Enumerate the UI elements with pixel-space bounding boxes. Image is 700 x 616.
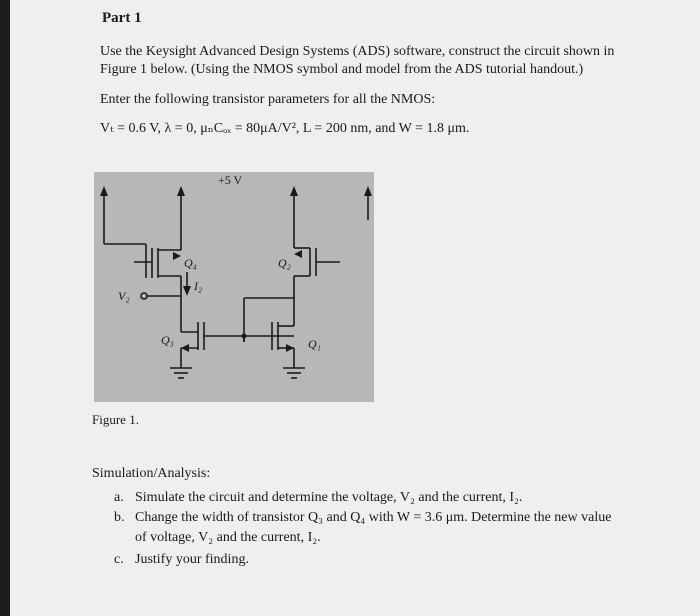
question-c-text: Justify your finding.: [135, 552, 249, 567]
circuit-figure: [94, 172, 374, 402]
question-b-text: Change the width of transistor Q₃ and Q₄ with W = 3.6 μm. Determine the new value: [135, 510, 612, 525]
q3-label: Q₃: [161, 333, 174, 347]
supply-label: +5 V: [218, 173, 243, 187]
analysis-heading: Simulation/Analysis:: [92, 466, 211, 481]
question-b-letter: b.: [114, 510, 125, 525]
arrow-head-right-outer: [364, 186, 372, 196]
circuit-diagram: [94, 172, 374, 402]
q1-transistor: [244, 298, 294, 368]
v2-terminal: [141, 293, 147, 299]
q4-transistor: [104, 220, 181, 296]
question-a-text: Simulate the circuit and determine the voltage, V₂ and the current, I₂.: [135, 490, 523, 505]
q2-transistor: [244, 220, 340, 342]
i2-arrow-head: [183, 286, 191, 296]
arrow-head-left-inner: [177, 186, 185, 196]
question-a-letter: a.: [114, 490, 124, 505]
q1-source-arrow: [286, 344, 294, 352]
q2-source-arrow: [294, 250, 302, 258]
arrow-head-right-inner: [290, 186, 298, 196]
ground-right: [283, 368, 305, 378]
i2-label: I₂: [194, 279, 203, 293]
q2-label: Q₂: [278, 256, 291, 270]
ground-left: [170, 368, 192, 378]
arrow-head-left-outer: [100, 186, 108, 196]
document-page: [10, 0, 700, 616]
q4-source-arrow: [173, 252, 181, 260]
junction-dot: [242, 334, 247, 339]
q1-label: Q₁: [308, 337, 321, 351]
part-heading: Part 1: [102, 10, 142, 26]
v2-label: V₂: [118, 289, 130, 303]
q4-label: Q₄: [184, 256, 197, 270]
q3-source-arrow: [181, 344, 189, 352]
instruction-line-3: Enter the following transistor parameters for all the NMOS:: [100, 92, 436, 107]
instruction-line-2: Figure 1 below. (Using the NMOS symbol and model from the ADS tutorial handout.): [100, 62, 584, 77]
figure-caption: Figure 1.: [92, 412, 139, 427]
transistor-parameters: Vₜ = 0.6 V, λ = 0, μₙCₒₓ = 80μA/V², L = 200 nm, and W = 1.8 μm.: [100, 121, 470, 136]
instruction-line-1: Use the Keysight Advanced Design Systems (ADS) software, construct the circuit shown in: [100, 44, 615, 59]
q3-transistor: [181, 296, 294, 368]
question-b-text-continued: of voltage, V₂ and the current, I₂.: [135, 530, 321, 545]
question-c-letter: c.: [114, 552, 124, 567]
